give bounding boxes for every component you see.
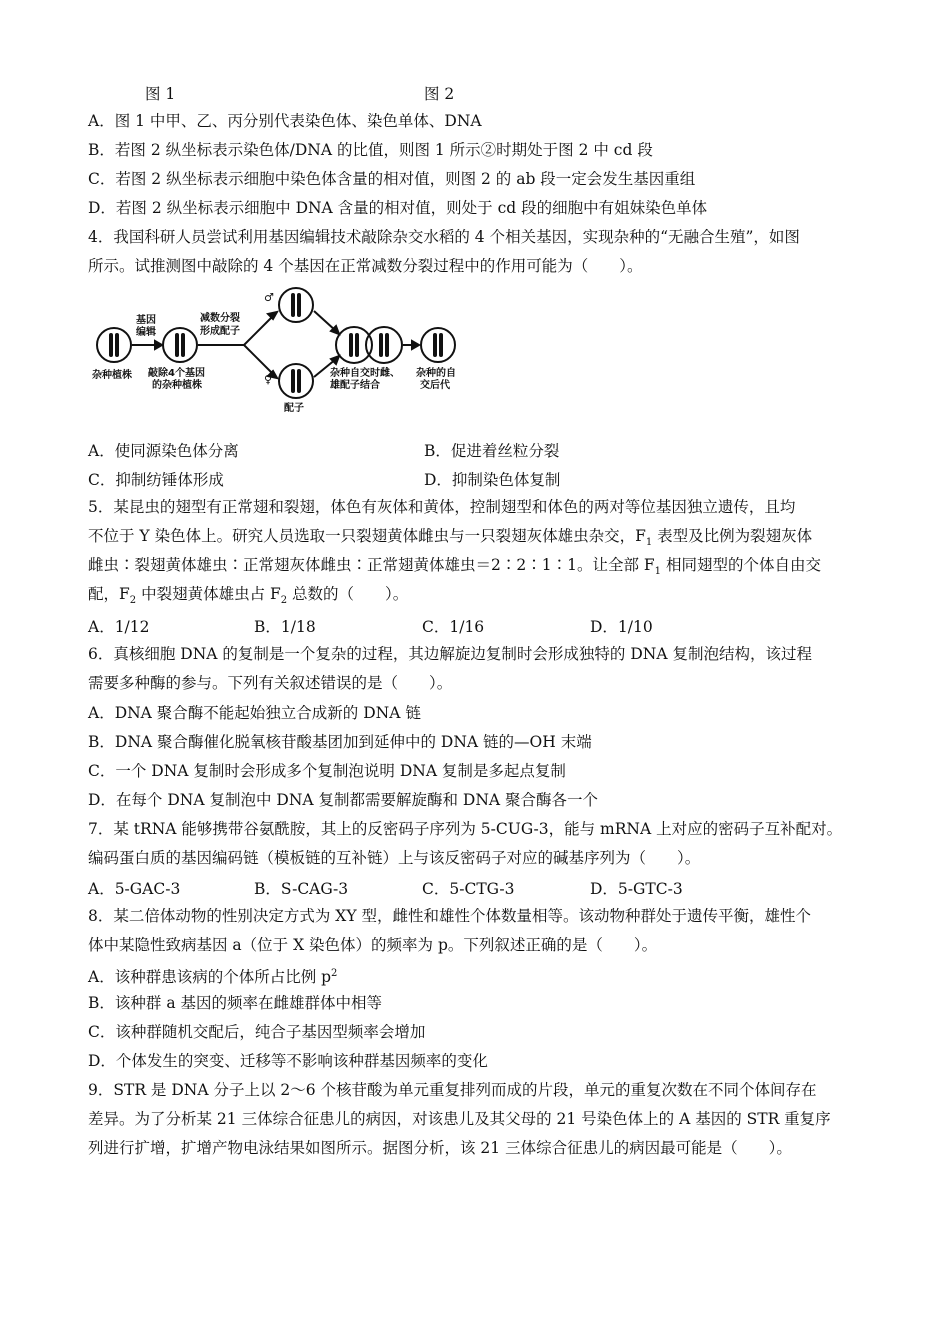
q5-option-b: B．1/18: [254, 618, 316, 636]
q3-option-b: B．若图 2 纵坐标表示染色体/DNA 的比值，则图 1 所示②时期处于图 2 中 cd 段: [88, 141, 653, 159]
q3-option-d: D．若图 2 纵坐标表示细胞中 DNA 含量的相对值，则处于 cd 段的细胞中有姐妹染色单体: [88, 199, 708, 217]
male-gamete-icon: [279, 288, 313, 322]
q7-stem-line-2: 编码蛋白质的基因编码链（模板链的互补链）上与该反密码子对应的碱基序列为（ ）。: [88, 849, 701, 867]
q5-stem-line-4: 配，$F_2$ 中裂翅黄体雄虫占 $F_2$ 总数的（ ）。: [88, 585, 409, 607]
q8-option-c: C．该种群随机交配后，纯合子基因型频率会增加: [88, 1023, 426, 1041]
q5-option-a: A．1/12: [88, 618, 150, 636]
q5-stem-line-1: 5．某昆虫的翅型有正常翅和裂翅，体色有灰体和黄体，控制翅型和体色的两对等位基因独立遗传，且均: [88, 498, 796, 516]
q7-stem-line-1: 7．某 tRNA 能够携带谷氨酰胺，其上的反密码子序列为 5-CUG-3，能与 mRNA 上对应的密码子互补配对。: [88, 820, 843, 838]
q9-stem-line-1: 9．STR 是 DNA 分子上以 2～6 个核苷酸为单元重复排列而成的片段，单元的重复次数在不同个体间存在: [88, 1081, 817, 1099]
male-symbol-icon: ♂: [264, 291, 274, 304]
label-offspring-2: 交后代: [420, 380, 450, 391]
q6-option-a: A．DNA 聚合酶不能起始独立合成新的 DNA 链: [88, 704, 421, 722]
knockout-cell-icon: [163, 328, 197, 362]
female-gamete-icon: [279, 364, 313, 398]
q9-stem-line-2: 差异。为了分析某 21 三体综合征患儿的病因，对该患儿及其父母的 21 号染色体上的 A 基因的 STR 重复序: [88, 1110, 831, 1128]
q7-option-d: D．5-GTC-3: [590, 880, 683, 898]
q9-stem-line-3: 列进行扩增，扩增产物电泳结果如图所示。据图分析，该 21 三体综合征患儿的病因最可能是（ ）。: [88, 1139, 792, 1157]
female-symbol-icon: ♀: [264, 373, 273, 386]
q4-stem-line-2: 所示。试推测图中敲除的 4 个基因在正常减数分裂过程中的作用可能为（ ）。: [88, 257, 643, 275]
label-selfing-2: 雄配子结合: [330, 380, 380, 391]
q6-option-d: D．在每个 DNA 复制泡中 DNA 复制都需要解旋酶和 DNA 聚合酶各一个: [88, 791, 599, 809]
label-gamete: 配子: [284, 403, 304, 413]
q5-stem-line-2: 不位于 Y 染色体上。研究人员选取一只裂翅黄体雌虫与一只裂翅灰体雄虫杂交，$F_1$ 表型及比例为裂翅灰体: [88, 527, 813, 549]
q7-option-a: A．5-GAC-3: [88, 880, 181, 898]
q7-option-b: B．S-CAG-3: [254, 880, 349, 898]
q8-stem-line-2: 体中某隐性致病基因 a（位于 X 染色体）的频率为 p。下列叙述正确的是（ ）。: [88, 936, 658, 954]
q6-stem-line-1: 6．真核细胞 DNA 的复制是一个复杂的过程，其边解旋边复制时会形成独特的 DNA 复制泡结构，该过程: [88, 645, 812, 663]
q6-stem-line-2: 需要多种酶的参与。下列有关叙述错误的是（ ）。: [88, 674, 453, 692]
q5-option-d: D．1/10: [590, 618, 653, 636]
q3-option-c: C．若图 2 纵坐标表示细胞中染色体含量的相对值，则图 2 的 ab 段一定会发生基因重组: [88, 170, 696, 188]
label-gene-edit-1: 基因: [136, 315, 156, 326]
q8-option-d: D．个体发生的突变、迁移等不影响该种群基因频率的变化: [88, 1052, 488, 1070]
label-hybrid: 杂种植株: [92, 370, 132, 381]
q8-option-a: A．该种群患该病的个体所占比例 $p^2$: [88, 968, 338, 987]
q4-option-a: A．使同源染色体分离: [88, 442, 239, 460]
figure-1-label: 图 1: [145, 85, 176, 103]
q5-option-c: C．1/16: [422, 618, 485, 636]
label-knockout-1: 敲除4个基因: [148, 368, 205, 379]
offspring-cell-icon: [421, 328, 455, 362]
label-meiosis-1: 减数分裂: [200, 313, 240, 324]
q4-option-d: D．抑制染色体复制: [424, 471, 561, 489]
hybrid-cell-icon: [97, 328, 131, 362]
q4-option-b: B．促进着丝粒分裂: [424, 442, 560, 460]
figure-2-label: 图 2: [424, 85, 455, 103]
label-knockout-2: 的杂种植株: [152, 380, 202, 391]
q6-option-c: C．一个 DNA 复制时会形成多个复制泡说明 DNA 复制是多起点复制: [88, 762, 566, 780]
apomixis-diagram: [92, 283, 482, 413]
label-gene-edit-2: 编辑: [136, 327, 156, 338]
label-meiosis-2: 形成配子: [200, 326, 240, 337]
label-selfing-1: 杂种自交时雌、: [330, 368, 400, 379]
q8-option-b: B．该种群 a 基因的频率在雌雄群体中相等: [88, 994, 382, 1012]
q8-stem-line-1: 8．某二倍体动物的性别决定方式为 XY 型，雌性和雄性个体数量相等。该动物种群处于遗传平衡，雄性个: [88, 907, 811, 925]
q7-option-c: C．5-CTG-3: [422, 880, 515, 898]
q3-option-a: A．图 1 中甲、乙、丙分别代表染色体、染色单体、DNA: [88, 112, 482, 130]
q5-stem-line-3: 雌虫∶裂翅黄体雄虫∶正常翅灰体雌虫∶正常翅黄体雄虫＝2∶2∶1∶1。让全部 $F_1$ 相同翅型的个体自由交: [88, 556, 821, 578]
q4-stem-line-1: 4．我国科研人员尝试利用基因编辑技术敲除杂交水稻的 4 个相关基因，实现杂种的“无融合生殖”，如图: [88, 228, 800, 246]
q6-option-b: B．DNA 聚合酶催化脱氧核苷酸基团加到延伸中的 DNA 链的—OH 末端: [88, 733, 592, 751]
label-offspring-1: 杂种的自: [416, 368, 456, 379]
q4-option-c: C．抑制纺锤体形成: [88, 471, 224, 489]
